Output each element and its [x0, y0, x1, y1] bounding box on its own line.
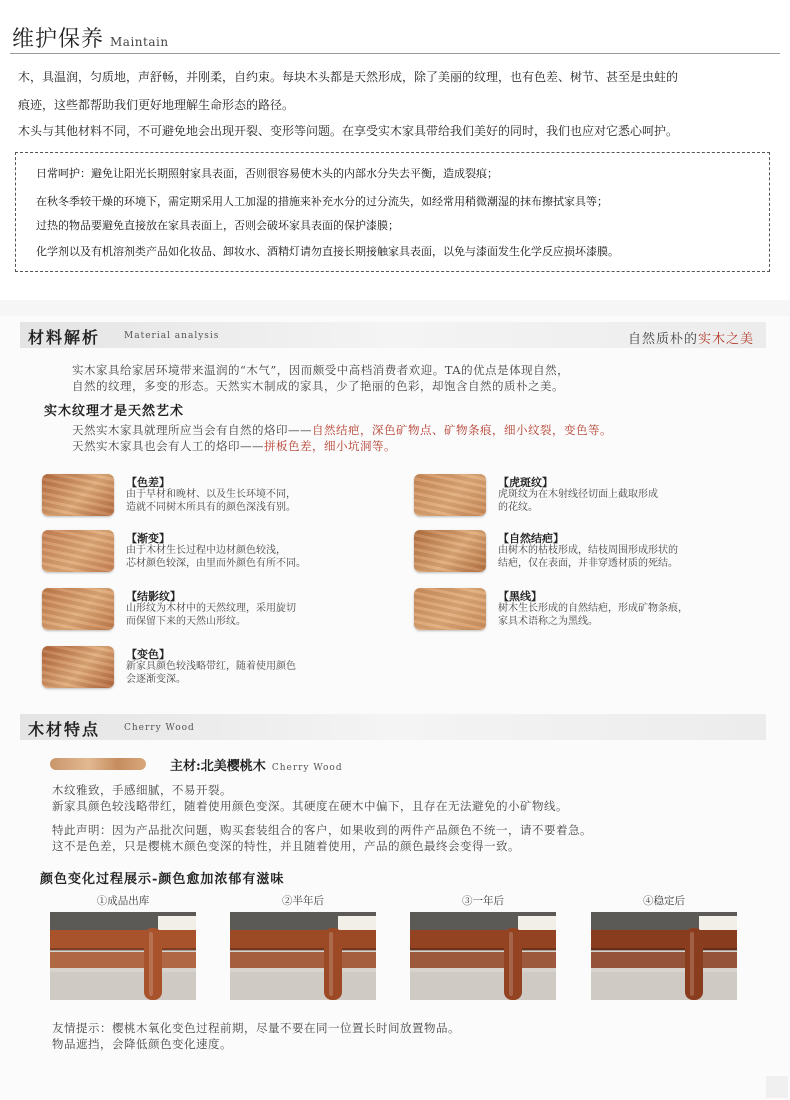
material-analysis-banner [20, 322, 766, 348]
bed-frame-photo [410, 912, 556, 1000]
care-tip: 化学剂以及有机溶剂类产品如化妆品、卸妆水、酒精灯请勿直接长期接触家具表面，以免与漆面发生化学反应损坏漆膜。 [36, 245, 619, 258]
cherry-wood-sample-strip [50, 758, 146, 770]
gradient-description: 由于木材生长过程中边材颜色较浅， [126, 545, 286, 556]
material-title: 材料解析 [28, 328, 101, 347]
stage-label: ③一年后 [462, 895, 504, 907]
mountain-grain-description: 而保留下来的天然山形纹。 [126, 616, 246, 627]
wood-trait-line: 新家具颜色较浅略带红，随着使用颜色变深。其硬度在硬木中偏下，且存在无法避免的小矿物线。 [52, 799, 568, 813]
bed-frame-photo [230, 912, 376, 1000]
care-tip: 日常呵护：避免让阳光长期照射家具表面，否则很容易使木头的内部水分失去平衡，造成裂痕； [36, 167, 498, 180]
stage-label: ④稳定后 [643, 895, 685, 907]
material-title-en: Material analysis [124, 331, 220, 341]
wood-notice-line: 这不是色差，只是樱桃木颜色变深的特性，并且随着使用，产品的颜色最终会变得一致。 [52, 839, 520, 853]
natural-knot-wood-swatch [414, 530, 486, 572]
mountain-grain-description: 山形纹为木材中的天然纹理，采用旋切 [126, 603, 296, 614]
artificial-marks-line: 天然实木家具也会有人工的烙印——拼板色差，细小坑洞等。 [72, 439, 396, 453]
mountain-grain-title: 【结影纹】 [126, 590, 181, 603]
gradient-title: 【渐变】 [126, 532, 170, 545]
section-gap [0, 300, 790, 316]
discoloration-description: 新家具颜色较浅略带红，随着使用颜色 [126, 661, 296, 672]
wood-trait-line: 木纹雅致，手感细腻，不易开裂。 [52, 783, 232, 797]
natural-knot-description: 结疤，仅在表面，并非穿透材质的死结。 [498, 558, 678, 569]
maintain-section [0, 0, 790, 300]
color-difference-wood-swatch [42, 474, 114, 516]
care-tips-box [15, 152, 770, 272]
discoloration-wood-swatch [42, 646, 114, 688]
tiger-stripe-description: 的花纹。 [498, 502, 538, 513]
material-intro: 实木家具给家居环境带来温润的“木气”，因而颇受中高档消费者欢迎。TA的优点是体现自然， [72, 363, 570, 377]
gradient-description: 芯材颜色较深，由里而外颜色有所不同。 [126, 558, 306, 569]
wood-title: 木材特点 [28, 720, 101, 739]
corner-mark [766, 1076, 788, 1098]
material-slogan: 自然质朴的实木之美 [627, 332, 754, 347]
discoloration-title: 【变色】 [126, 648, 170, 661]
bed-frame-photo [591, 912, 737, 1000]
maintain-paragraph: 痕迹，这些都帮助我们更好地理解生命形态的路径。 [18, 98, 295, 112]
mountain-grain-wood-swatch [42, 588, 114, 630]
maintain-paragraph: 木头与其他材料不同，不可避免地会出现开裂、变形等问题。在享受实木家具带给我们美好的同时，我们也应对它悉心呵护。 [18, 124, 679, 138]
tiger-stripe-description: 虎斑纹为在木射线径切面上截取形成 [498, 489, 658, 500]
black-line-description: 家具术语称之为黑线。 [498, 616, 598, 627]
black-line-title: 【黑线】 [498, 590, 542, 603]
natural-knot-title: 【自然结疤】 [498, 532, 564, 545]
color-difference-description: 由于早材和晚材、以及生长环境不同， [126, 489, 296, 500]
tiger-stripe-wood-swatch [414, 474, 486, 516]
black-line-description: 树木生长形成的自然结疤，形成矿物条痕， [498, 603, 688, 614]
main-material-label: 主材:北美樱桃木 Cherry Wood [170, 759, 343, 774]
color-difference-title: 【色差】 [126, 476, 170, 489]
care-tip: 在秋冬季较干燥的环境下，需定期采用人工加湿的措施来补充水分的过分流失，如经常用稍微潮湿的抹布擦拭家具等； [36, 195, 608, 208]
bed-frame-photo [50, 912, 196, 1000]
color-difference-description: 造就不同树木所具有的颜色深浅有别。 [126, 502, 296, 513]
maintain-header [12, 22, 169, 53]
maintain-title: 维护保养 [12, 27, 105, 52]
color-change-title: 颜色变化过程展示-颜色愈加浓郁有滋味 [40, 872, 285, 887]
wood-title-en: Cherry Wood [124, 723, 195, 733]
care-tip: 过热的物品要避免直接放在家具表面上，否则会破坏家具表面的保护漆膜； [36, 219, 399, 232]
natural-knot-description: 由树木的枯枝形成，结枝周围形成形状的 [498, 545, 678, 556]
maintain-paragraph: 木，具温润，匀质地，声舒畅，并刚柔，自约束。每块木头都是天然形成，除了美丽的纹理，也有色差、树节、甚至是虫蛀的 [18, 70, 679, 84]
maintain-title-en: Maintain [110, 35, 169, 49]
friendly-reminder: 物品遮挡，会降低颜色变化速度。 [52, 1037, 232, 1051]
stage-label: ②半年后 [282, 895, 324, 907]
gradient-wood-swatch [42, 530, 114, 572]
tiger-stripe-title: 【虎斑纹】 [498, 476, 553, 489]
stage-label: ①成品出库 [96, 895, 150, 907]
wood-features-banner [20, 714, 766, 740]
material-intro: 自然的纹理，多变的形态。天然实木制成的家具，少了艳丽的色彩，却饱含自然的质朴之美。 [72, 379, 564, 393]
texture-subhead: 实木纹理才是天然艺术 [44, 404, 185, 419]
black-line-wood-swatch [414, 588, 486, 630]
friendly-reminder: 友情提示：樱桃木氧化变色过程前期，尽量不要在同一位置长时间放置物品。 [52, 1021, 460, 1035]
discoloration-description: 会逐渐变深。 [126, 674, 186, 685]
wood-notice-line: 特此声明：因为产品批次问题，购买套装组合的客户，如果收到的两件产品颜色不统一，请不要着急。 [52, 823, 592, 837]
natural-marks-line: 天然实木家具就理所应当会有自然的烙印——自然结疤，深色矿物点、矿物条痕，细小纹裂，变色等。 [72, 423, 612, 437]
maintain-divider [10, 53, 780, 54]
